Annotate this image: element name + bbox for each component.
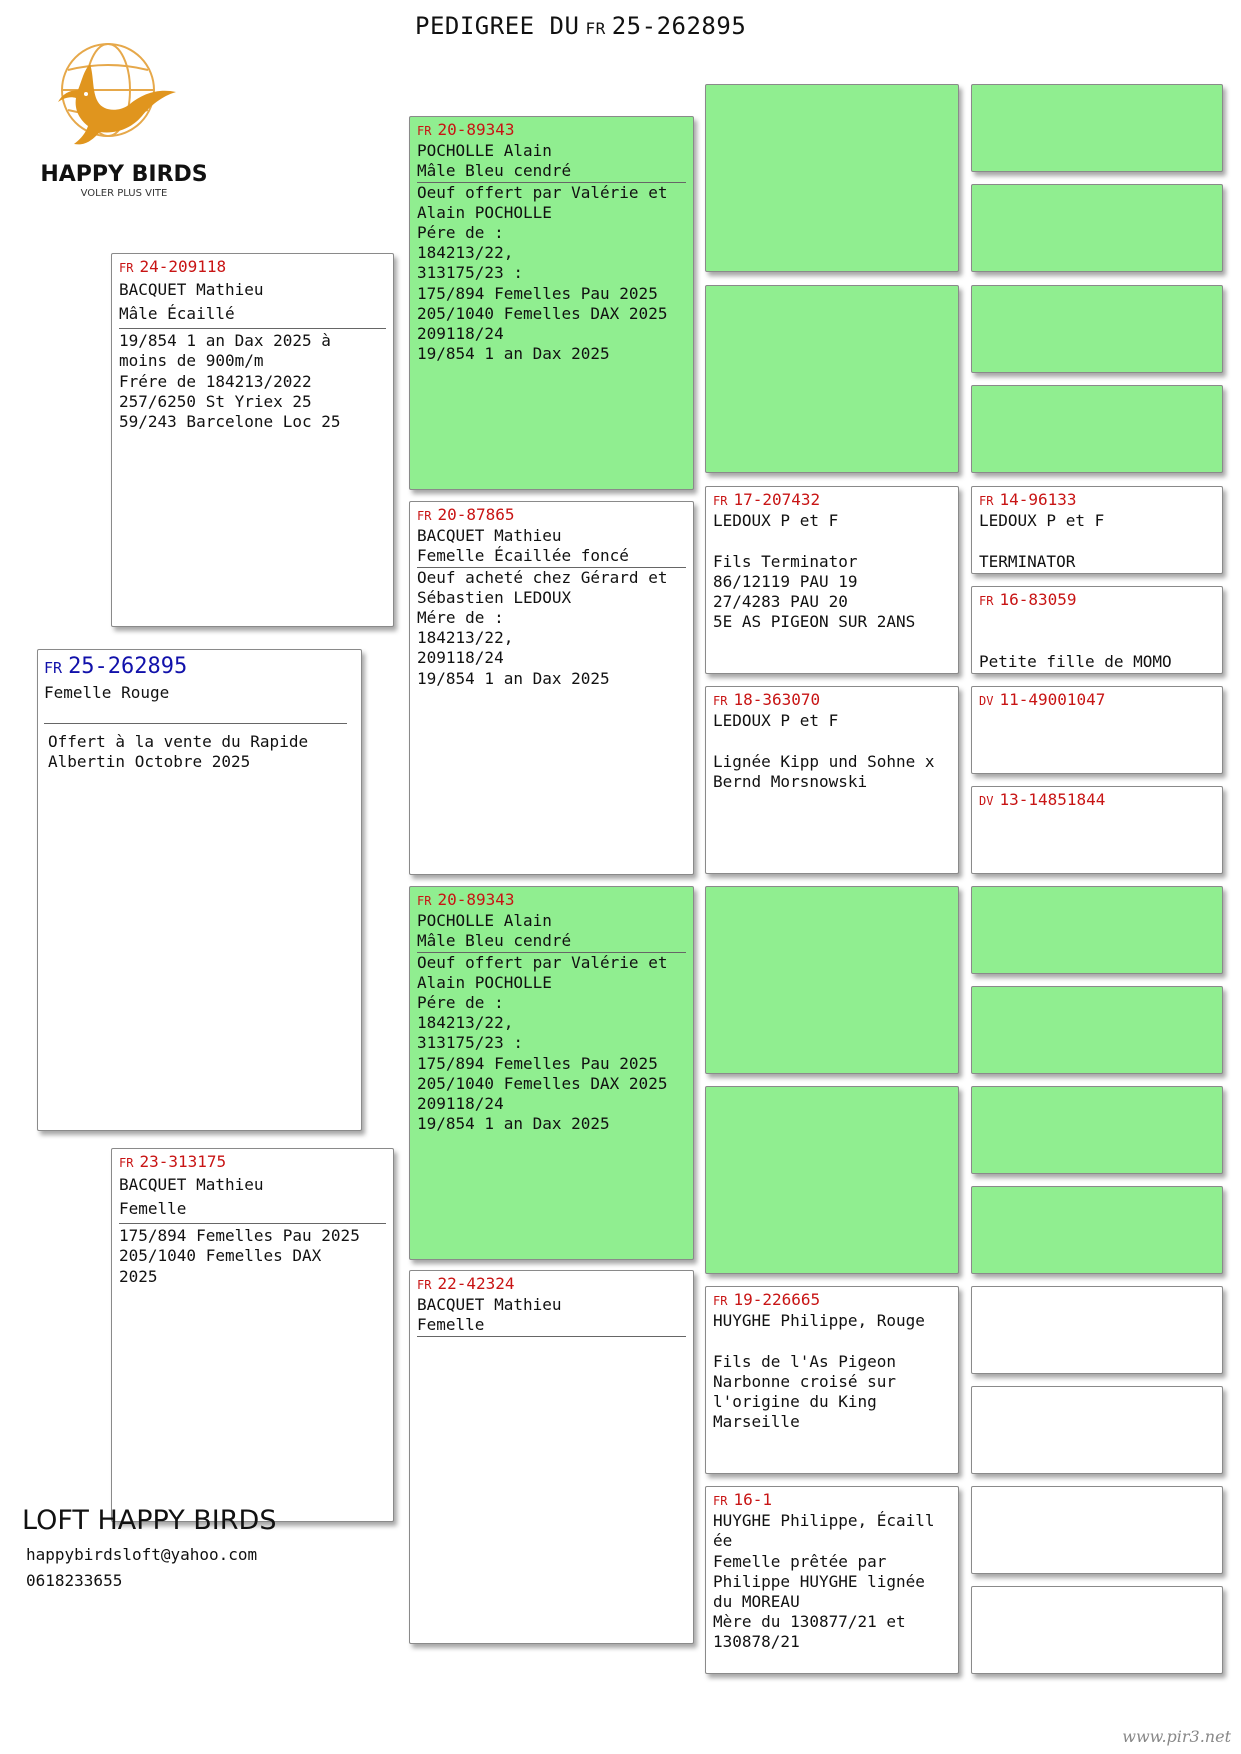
mmf-card[interactable] [705,1286,959,1474]
note-line: Alain POCHOLLE [417,972,552,992]
note-line: 184213/22, [417,628,514,648]
note-line: Alain POCHOLLE [417,202,552,222]
ancestor-card[interactable] [971,1286,1223,1374]
owner-name: BACQUET Mathieu [119,280,264,300]
fmff-card[interactable] [971,486,1223,574]
note-line: 209118/24 [417,1094,504,1114]
note-line: moins de 900m/m [119,351,264,371]
main-ring: FR 25-262895 [44,654,188,679]
note-line: 59/243 Barcelone Loc 25 [119,412,341,432]
bird-color: Mâle Écaillé [119,304,235,324]
note-line: 184213/22, [417,243,514,263]
note-line: Oeuf acheté chez Gérard et [417,567,668,587]
note-line [713,531,951,551]
note-line: 205/1040 Femelles DAX 2025 [417,1073,668,1093]
ffm-card[interactable] [705,285,959,473]
note-line: du MOREAU [713,1592,800,1612]
main-bird-card[interactable] [37,649,362,1131]
note-line [979,611,1215,631]
ancestor-card[interactable] [971,1586,1223,1674]
note-line [979,531,1215,551]
note-line: Narbonne croisé sur [713,1371,897,1391]
note-line: 27/4283 PAU 20 [713,592,848,612]
bird-color: Femelle [417,1315,485,1335]
watermark: www.pir3.net [1122,1727,1231,1746]
fmm-ring: FR 18-363070 [713,690,821,709]
note-line: Frére de 184213/2022 [119,371,312,391]
note-line: 5E AS PIGEON SUR 2ANS [713,612,916,632]
ancestor-card[interactable] [971,285,1223,373]
ffff-card[interactable] [705,84,959,272]
mmf-ring: FR 19-226665 [713,1290,821,1309]
note-line: Fils Terminator [713,551,858,571]
mm-card[interactable] [409,1270,694,1644]
note-line [979,631,1215,651]
logo-brand: HAPPY BIRDS [40,162,208,187]
note-line: Petite fille de MOMO [979,651,1172,671]
page-title [415,12,746,40]
bird-color: Femelle Écaillée foncé [417,546,629,566]
fmf-card[interactable] [705,486,959,674]
fmfm-card[interactable] [971,586,1223,674]
ancestor-card[interactable] [971,385,1223,473]
logo-tagline: VOLER PLUS VITE [80,188,168,199]
owner-name: HUYGHE Philippe, Écaill [713,1511,935,1531]
note-line: Pére de : [417,223,504,243]
main-color: Femelle Rouge [44,683,170,702]
note-line: ée [713,1531,733,1551]
note-line: Philippe HUYGHE lignée [713,1571,925,1591]
owner-name: HUYGHE Philippe, Rouge [713,1311,925,1331]
note-line: 19/854 1 an Dax 2025 [417,668,610,688]
mmm-ring: FR 16-1 [713,1490,772,1509]
mother-card[interactable] [111,1148,394,1522]
note-line: 257/6250 St Yriex 25 [119,391,312,411]
note-line: Oeuf offert par Valérie et [417,182,668,202]
mm-ring: FR 22-42324 [417,1274,515,1293]
bird-color: Mâle Bleu cendré [417,931,572,951]
note-line: 19/854 1 an Dax 2025 [417,344,610,364]
fmmf-ring: DV 11-49001047 [979,690,1106,709]
owner-name: LEDOUX P et F [713,511,839,531]
owner-name: POCHOLLE Alain [417,141,552,161]
separator [119,1223,386,1224]
note-line: Fils de l'As Pigeon [713,1351,897,1371]
fm-card[interactable] [409,501,694,875]
ff-ring: FR 20-89343 [417,120,515,139]
note-line: 313175/23 : [417,263,523,283]
owner-name: LEDOUX P et F [979,511,1105,531]
main-note: Offert à la vente du Rapide [48,732,309,752]
happy-birds-logo [30,36,220,206]
owner-name: BACQUET Mathieu [119,1175,264,1195]
ancestor-card[interactable] [971,84,1223,172]
mf-card[interactable] [409,886,694,1260]
note-line: 2025 [119,1266,158,1286]
bird-color: Femelle [119,1199,187,1219]
loft-name: LOFT HAPPY BIRDS [22,1505,277,1536]
title-country: FR [585,19,606,38]
title-prefix: PEDIGREE DU [415,12,580,40]
separator [44,723,347,724]
bird-globe-icon [30,36,220,162]
fm-ring: FR 20-87865 [417,505,515,524]
fmm-card[interactable] [705,686,959,874]
phone-number: 0618233655 [26,1571,123,1590]
fmmm-card[interactable] [971,786,1223,874]
fmf-ring: FR 17-207432 [713,490,821,509]
note-line [713,731,951,751]
note-line: Sébastien LEDOUX [417,587,572,607]
owner-name: POCHOLLE Alain [417,911,552,931]
ancestor-card[interactable] [971,1186,1223,1274]
ancestor-card[interactable] [971,886,1223,974]
ancestor-card[interactable] [971,1386,1223,1474]
ff-card[interactable] [409,116,694,490]
note-line: 313175/23 : [417,1033,523,1053]
note-line: 130878/21 [713,1632,800,1652]
note-line: Mére de : [417,608,504,628]
fmmf-card[interactable] [971,686,1223,774]
mfm-card[interactable] [705,1086,959,1274]
note-line: Pére de : [417,993,504,1013]
note-line: Femelle prêtée par [713,1551,887,1571]
fmff-ring: FR 14-96133 [979,490,1077,509]
note-line: Bernd Morsnowski [713,771,868,791]
note-line: Oeuf offert par Valérie et [417,952,668,972]
father-ring: FR 24-209118 [119,257,227,276]
fmmm-ring: DV 13-14851844 [979,790,1106,809]
note-line: TERMINATOR [979,551,1076,571]
mother-ring: FR 23-313175 [119,1152,227,1171]
note-line [713,1331,951,1351]
loft-contact [22,1505,276,1594]
ancestor-card[interactable] [971,1086,1223,1174]
note-line: Lignée Kipp und Sohne x [713,751,935,771]
mmm-card[interactable] [705,1486,959,1674]
note-line: 209118/24 [417,324,504,344]
title-ring: 25-262895 [611,12,747,40]
father-card[interactable] [111,253,394,627]
note-line: 184213/22, [417,1013,514,1033]
note-line: Marseille [713,1412,800,1432]
separator [119,328,386,329]
note-line: 19/854 1 an Dax 2025 à [119,331,331,351]
note-line: 205/1040 Femelles DAX 2025 [417,303,668,323]
note-line: 19/854 1 an Dax 2025 [417,1114,610,1134]
note-line: 175/894 Femelles Pau 2025 [417,1053,658,1073]
note-line: 175/894 Femelles Pau 2025 [417,283,658,303]
separator [417,1336,686,1337]
mff-card[interactable] [705,886,959,1074]
note-line: Mère du 130877/21 et [713,1612,906,1632]
ancestor-card[interactable] [971,184,1223,272]
email-link[interactable]: happybirdsloft@yahoo.com [26,1545,258,1564]
owner-name: LEDOUX P et F [713,711,839,731]
bird-color: Mâle Bleu cendré [417,161,572,181]
ancestor-card[interactable] [971,986,1223,1074]
ancestor-card[interactable] [971,1486,1223,1574]
fmfm-ring: FR 16-83059 [979,590,1077,609]
note-line: 175/894 Femelles Pau 2025 [119,1226,360,1246]
owner-name: BACQUET Mathieu [417,526,562,546]
note-line: 209118/24 [417,648,504,668]
note-line: 86/12119 PAU 19 [713,571,858,591]
owner-name: BACQUET Mathieu [417,1295,562,1315]
main-note: Albertin Octobre 2025 [48,752,251,772]
note-line: l'origine du King [713,1392,877,1412]
note-line: 205/1040 Femelles DAX [119,1246,322,1266]
mf-ring: FR 20-89343 [417,890,515,909]
